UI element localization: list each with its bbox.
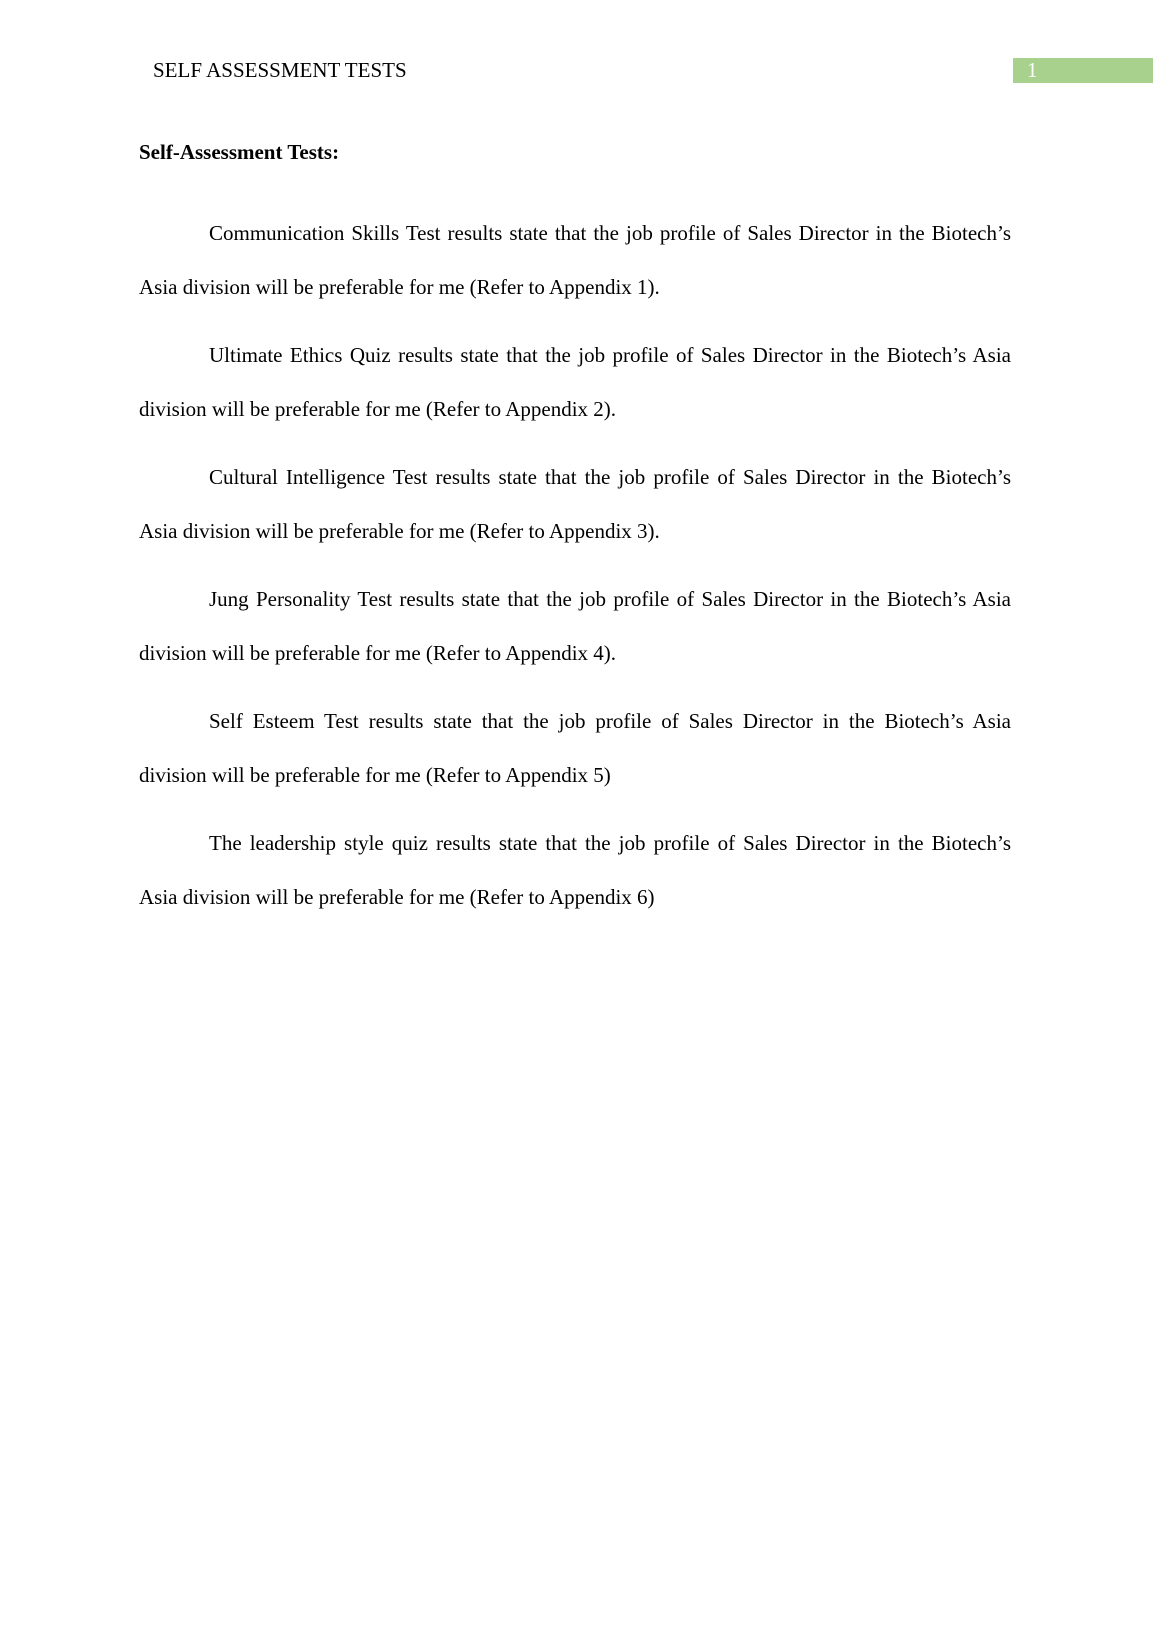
paragraph-jung-personality: Jung Personality Test results state that the job profile of Sales Director in the Biotech’s Asia division will be preferable for me (Refer to Appendix 4). [139,587,1011,665]
running-header-title: SELF ASSESSMENT TESTS [153,58,407,82]
paragraph-leadership-style: The leadership style quiz results state that the job profile of Sales Director in the Biotech’s Asia division will be preferable for me (Refer to Appendix 6) [139,831,1011,909]
page-number-badge [1013,58,1153,83]
paragraph-ethics-quiz: Ultimate Ethics Quiz results state that the job profile of Sales Director in the Biotech’s Asia division will be preferable for me (Refer to Appendix 2). [139,343,1011,421]
paragraph-self-esteem: Self Esteem Test results state that the job profile of Sales Director in the Biotech’s Asia division will be preferable for me (Refer to Appendix 5) [139,709,1011,787]
paragraph-cultural-intelligence: Cultural Intelligence Test results state that the job profile of Sales Director in the Biotech’s Asia division will be preferable for me (Refer to Appendix 3). [139,465,1011,543]
paragraph-list [139,207,1011,924]
paragraph-communication-skills: Communication Skills Test results state that the job profile of Sales Director in the Biotech’s Asia division will be preferable for me (Refer to Appendix 1). [139,221,1011,299]
document-body [139,137,1011,924]
section-heading: Self-Assessment Tests: [139,140,340,164]
page-number: 1 [1027,58,1038,82]
